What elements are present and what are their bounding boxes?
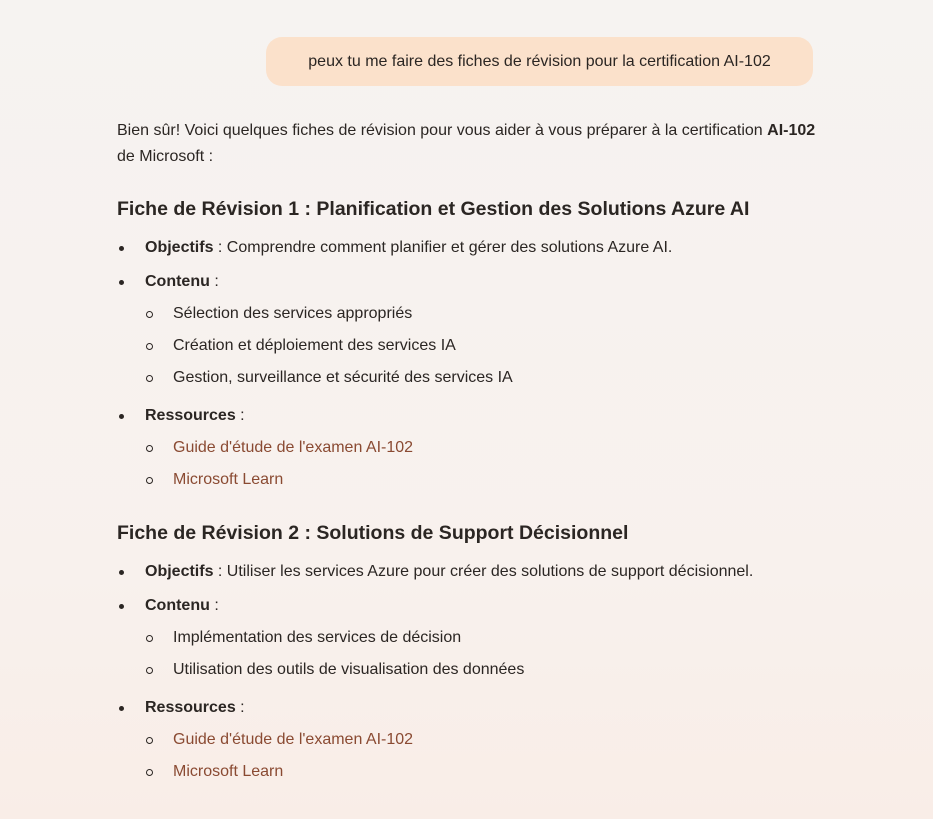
section-list [117,560,837,784]
objectifs-text: : Utiliser les services Azure pour créer des solutions de support décisionnel. [213,563,754,580]
guide-etude-link[interactable]: Guide d'étude de l'examen AI-102 [173,731,414,748]
ressources-item [117,696,837,784]
user-message-bubble [266,37,813,86]
contenu-subitem: Gestion, surveillance et sécurité des services IA [145,366,837,390]
contenu-label: Contenu [145,273,210,290]
contenu-separator: : [209,273,219,290]
section-title: Fiche de Révision 2 : Solutions de Support Décisionnel [117,522,629,544]
intro-text-end: de Microsoft : [117,148,214,165]
user-message-text: peux tu me faire des fiches de révision pour la certification AI-102 [308,53,771,70]
ressources-label: Ressources [145,407,236,424]
ressource-subitem [145,760,837,784]
objectifs-label: Objectifs [145,563,214,580]
ressources-sublist [145,728,837,784]
ressources-label: Ressources [145,699,236,716]
ressources-sublist [145,436,837,492]
intro-certification-code: AI-102 [767,122,816,139]
contenu-subitem: Sélection des services appropriés [145,302,837,326]
microsoft-learn-link[interactable]: Microsoft Learn [173,471,284,488]
section-list [117,236,837,492]
assistant-intro [117,118,837,170]
ressources-separator: : [235,407,245,424]
ressource-subitem [145,436,837,460]
guide-etude-link[interactable]: Guide d'étude de l'examen AI-102 [173,439,414,456]
ressources-item [117,404,837,492]
contenu-item [117,270,837,390]
objectifs-label: Objectifs [145,239,214,256]
intro-text: Bien sûr! Voici quelques fiches de révision pour vous aider à vous préparer à la certification [117,122,768,139]
objectifs-item [117,560,837,584]
objectifs-text: : Comprendre comment planifier et gérer des solutions Azure AI. [213,239,673,256]
microsoft-learn-link[interactable]: Microsoft Learn [173,763,284,780]
ressource-subitem [145,728,837,752]
contenu-item [117,594,837,682]
objectifs-item [117,236,837,260]
section-title: Fiche de Révision 1 : Planification et Gestion des Solutions Azure AI [117,198,750,220]
contenu-label: Contenu [145,597,210,614]
assistant-message [117,118,837,798]
ressources-separator: : [235,699,245,716]
contenu-subitem: Création et déploiement des services IA [145,334,837,358]
contenu-sublist [145,626,837,682]
ressource-subitem [145,468,837,492]
contenu-separator: : [209,597,219,614]
contenu-subitem: Utilisation des outils de visualisation des données [145,658,837,682]
contenu-sublist [145,302,837,390]
contenu-subitem: Implémentation des services de décision [145,626,837,650]
